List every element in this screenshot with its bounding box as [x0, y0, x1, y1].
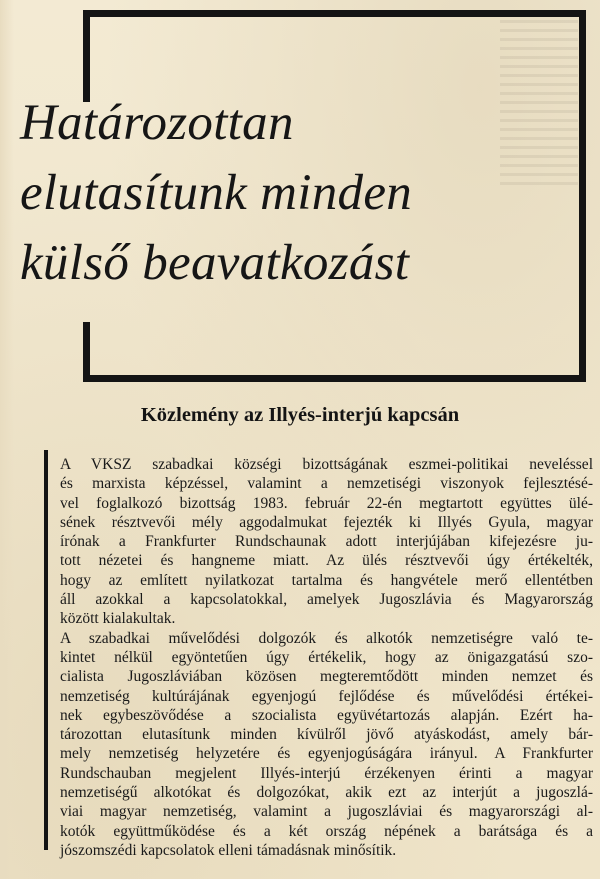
- body-line: tott nézetei és hangneme miatt. Az ülés résztvevői úgy értékelték,: [60, 552, 593, 570]
- body-line: között kialakultak.: [60, 610, 176, 628]
- body-line: mely nemzetiség helyzetére és egyenjogúságára irányul. A Frankfurter: [60, 745, 593, 763]
- subtitle: Közlemény az Illyés-interjú kapcsán: [140, 404, 460, 426]
- body-line: sének résztvevői mély aggodalmukat fejezték ki Illyés Gyula, magyar: [60, 513, 593, 531]
- body-line: írónak a Frankfurter Rundschaunak adott interjújában kifejezésre ju-: [60, 533, 593, 551]
- body-line: nek egybeszövődése a szocialista együvétartozás alapján. Ezért ha-: [60, 706, 593, 724]
- body-line: és marxista képzéssel, valamint a nemzetiségi viszonyok fejlesztésé-: [60, 475, 593, 493]
- frame-right-bar: [579, 10, 586, 382]
- frame-left-bar-lower: [83, 322, 90, 382]
- frame-bottom-bar: [83, 375, 586, 382]
- body-line: kintet nélkül egyöntetűen úgy értékelik, hogy az önigazgatású szo-: [60, 648, 593, 666]
- headline: [20, 88, 575, 298]
- headline-line: külső beavatkozást: [20, 235, 410, 291]
- body-line: cialista Jugoszláviában közösen megteremtődött minden nemzet és: [60, 668, 593, 686]
- body-line: vel foglalkozó bizottság 1983. február 22-én megtartott együttes ülé-: [60, 494, 593, 512]
- body-line: áll azokkal a kapcsolatokkal, amelyek Jugoszlávia és Magyarország: [60, 591, 593, 609]
- body-line: nemzetiség kultúrájának egyenjogú fejlődése és művelődési értékei-: [60, 687, 593, 705]
- body-line: A szabadkai művelődési dolgozók és alkotók nemzetiségre való te-: [60, 629, 593, 647]
- paper-edge: [0, 0, 14, 879]
- headline-line: Határozottan: [20, 95, 294, 151]
- column-rule: [44, 450, 48, 850]
- body-line: A VKSZ szabadkai községi bizottságának eszmei-politikai neveléssel: [60, 456, 593, 473]
- body-line: hogy az említett nyilatkozat tartalma és hangvétele merő ellentétben: [60, 571, 593, 589]
- body-line: viai magyar nemzetiség, valamint a jugoszláviai és magyarországi al-: [60, 803, 593, 821]
- body-line: tározottan elutasítunk minden kívülről jövő atyáskodást, amely bár-: [60, 726, 593, 744]
- body-line: jószomszédi kapcsolatok elleni támadásnak minősítik.: [60, 841, 397, 859]
- body-line: kotók együttműködése és a két ország népének a barátsága és a: [60, 822, 593, 840]
- body-line: nemzetiségű alkotókat és dolgozókat, akik ezt az interjút a jugoszlá-: [60, 784, 593, 802]
- article-body: [60, 455, 593, 860]
- frame-top-bar: [83, 10, 586, 17]
- headline-line: elutasítunk minden: [20, 165, 413, 221]
- body-line: Rundschauban megjelent Illyés-interjú érzékenyen érinti a magyar: [60, 764, 593, 782]
